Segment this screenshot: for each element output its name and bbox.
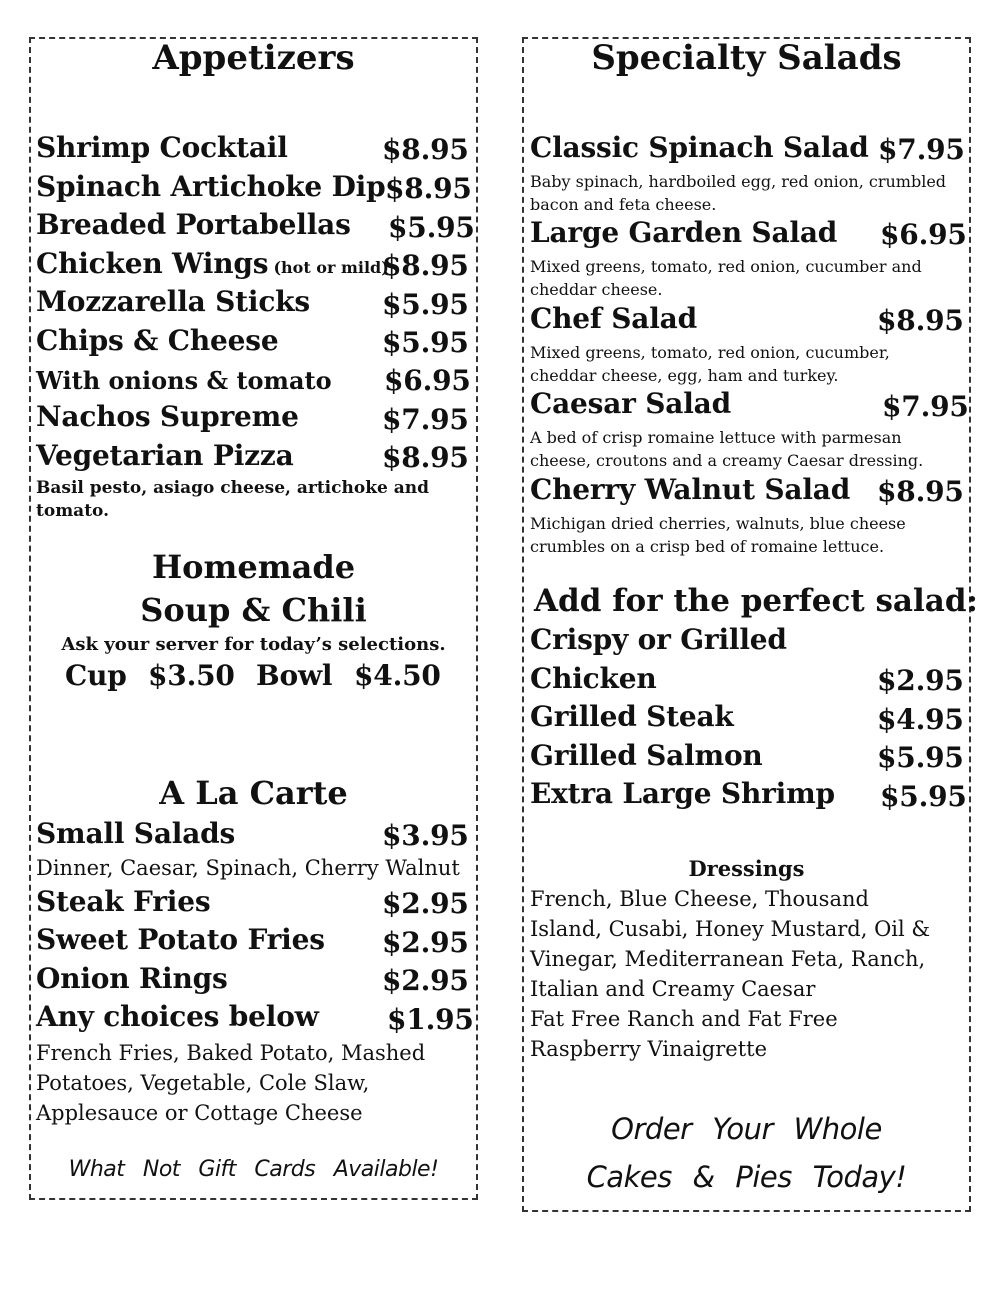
menu-item-price: $8.95 [382, 441, 469, 474]
cup-label: Cup [65, 659, 127, 692]
soup-note: Ask your server for today’s selections. [61, 634, 446, 655]
menu-item-name: Steak Fries [36, 885, 211, 918]
salad-description: A bed of crisp romaine lettuce with parmesan cheese, croutons and a creamy Caesar dressing. [530, 428, 924, 470]
menu-item-name: Mozzarella Sticks [36, 285, 310, 318]
menu-item-price: $6.95 [384, 364, 471, 397]
addons-heading: Add for the perfect salad: [534, 583, 979, 619]
menu-item-price: $8.95 [385, 172, 472, 205]
promo-line2: Cakes & Pies Today! [586, 1160, 907, 1194]
menu-item-name: Onion Rings [36, 962, 228, 995]
bowl-label: Bowl [256, 659, 333, 692]
menu-item-price: $2.95 [382, 926, 469, 959]
menu-item-name: Breaded Portabellas [36, 208, 351, 241]
menu-item-price: $8.95 [382, 133, 469, 166]
menu-item-name: Cherry Walnut Salad [530, 473, 851, 506]
menu-item-note: (hot or mild) [273, 258, 389, 277]
small-salads-description: Dinner, Caesar, Spinach, Cherry Walnut [36, 856, 460, 880]
menu-item-price: $5.95 [382, 326, 469, 359]
menu-item-price: $7.95 [878, 133, 965, 166]
salad-description: Mixed greens, tomato, red onion, cucumber, cheddar cheese, egg, ham and turkey. [530, 343, 890, 385]
menu-item-name: Sweet Potato Fries [36, 923, 325, 956]
menu-item-price: $3.95 [382, 819, 469, 852]
promo-line1: Order Your Whole [611, 1112, 882, 1146]
menu-item-price: $2.95 [382, 887, 469, 920]
menu-item-name: Classic Spinach Salad [530, 131, 869, 164]
menu-item-name: Extra Large Shrimp [530, 777, 835, 810]
menu-item-name: Grilled Steak [530, 700, 734, 733]
menu-item-price: $4.95 [877, 703, 964, 736]
addons-line: Crispy or Grilled [530, 623, 787, 656]
salads-heading: Specialty Salads [591, 38, 902, 78]
menu-item-price: $8.95 [877, 475, 964, 508]
soup-heading-line1: Homemade [151, 548, 356, 586]
menu-item-name: Spinach Artichoke Dip [36, 170, 386, 203]
menu-item-name: Grilled Salmon [530, 739, 763, 772]
bowl-price: $4.50 [354, 659, 441, 692]
menu-item-name: Shrimp Cocktail [36, 131, 288, 164]
pizza-description: Basil pesto, asiago cheese, artichoke and tomato. [36, 478, 429, 521]
appetizers-heading: Appetizers [152, 38, 355, 78]
menu-item-price: $8.95 [877, 304, 964, 337]
menu-item-name: Any choices below [36, 1000, 319, 1033]
menu-item-name: Chicken [530, 662, 657, 695]
menu-item-name: Caesar Salad [530, 387, 731, 420]
menu-item-name: With onions & tomato [36, 366, 332, 395]
menu-item-chicken-wings [36, 247, 389, 280]
cup-price: $3.50 [148, 659, 235, 692]
gift-cards-note: What Not Gift Cards Available! [68, 1157, 439, 1182]
menu-item-name: Small Salads [36, 817, 236, 850]
menu-item-name: Vegetarian Pizza [36, 439, 294, 472]
menu-item-price: $2.95 [382, 964, 469, 997]
salad-description: Michigan dried cherries, walnuts, blue cheese crumbles on a crisp bed of romaine lettuce. [530, 514, 906, 556]
alacarte-heading: A La Carte [159, 774, 348, 812]
salad-description: Baby spinach, hardboiled egg, red onion, crumbled bacon and feta cheese. [530, 172, 947, 214]
menu-item-price: $5.95 [880, 780, 967, 813]
menu-item-price: $5.95 [382, 288, 469, 321]
menu-item-price: $2.95 [877, 664, 964, 697]
menu-item-name: Chicken Wings [36, 247, 269, 280]
dressings-fat-free: Fat Free Ranch and Fat Free Raspberry Vinaigrette [530, 1007, 838, 1061]
menu-item-price: $6.95 [880, 218, 967, 251]
dressings-list: French, Blue Cheese, Thousand Island, Cusabi, Honey Mustard, Oil & Vinegar, Mediterranean Feta, Ranch, Italian and Creamy Caesar [530, 887, 931, 1001]
menu-item-price: $5.95 [388, 211, 475, 244]
menu-item-price: $5.95 [877, 741, 964, 774]
menu-item-price: $7.95 [882, 390, 969, 423]
soup-heading-line2: Soup & Chili [140, 591, 367, 629]
menu-item-price: $8.95 [382, 249, 469, 282]
menu-item-price: $1.95 [387, 1003, 474, 1036]
menu-item-name: Chef Salad [530, 302, 697, 335]
dressings-heading: Dressings [688, 856, 805, 881]
menu-item-name: Nachos Supreme [36, 400, 299, 433]
menu-item-name: Large Garden Salad [530, 216, 838, 249]
menu-item-name: Chips & Cheese [36, 324, 279, 357]
salad-description: Mixed greens, tomato, red onion, cucumber and cheddar cheese. [530, 257, 922, 299]
menu-item-price: $7.95 [382, 403, 469, 436]
choices-description: French Fries, Baked Potato, Mashed Potatoes, Vegetable, Cole Slaw, Applesauce or Cottage Cheese [36, 1041, 426, 1125]
